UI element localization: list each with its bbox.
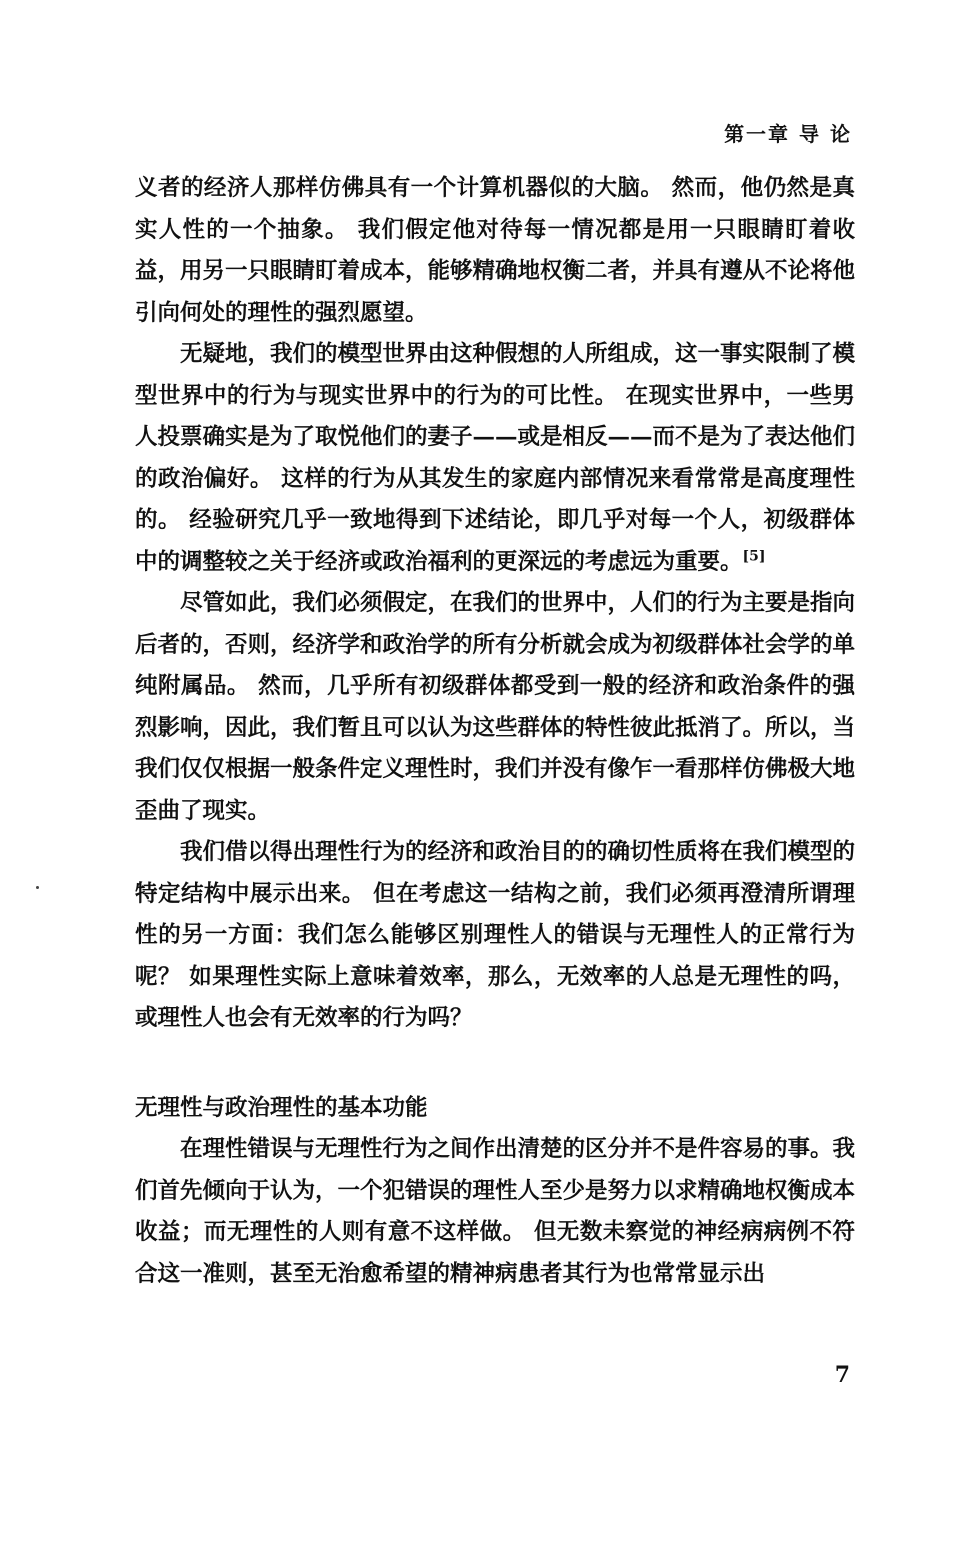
scan-speck	[36, 886, 39, 889]
paragraph-2	[135, 334, 855, 583]
section-heading: 无理性与政治理性的基本功能	[135, 1094, 428, 1121]
paragraph-4: 我们借以得出理性行为的经济和政治目的的确切性质将在我们模型的特定结构中展示出来。 但在考虑这一结构之前，我们必须再澄清所谓理性的另一方面：我们怎么能够区别理性人的错误与无理性人的正常行为呢？ 如果理性实际上意味着效率，那么，无效率的人总是无理性的吗，或理性人也会有无效率的行为吗？	[135, 839, 856, 1031]
page-number: 7	[834, 1362, 850, 1388]
running-head: 第一章 导 论	[724, 122, 852, 146]
paragraph-1: 义者的经济人那样仿佛具有一个计算机器似的大脑。 然而，他仍然是真实人性的一个抽象。 我们假定他对待每一情况都是用一只眼睛盯着收益，用另一只眼睛盯着成本，能够精确地权衡二者，并具有遵从不论将他引向何处的理性的强烈愿望。	[135, 175, 856, 326]
section-paragraph: 在理性错误与无理性行为之间作出清楚的区分并不是件容易的事。我们首先倾向于认为，一个犯错误的理性人至少是努力以求精确地权衡成本收益；而无理性的人则有意不这样做。 但无数未察觉的神经病病例不符合这一准则，甚至无治愈希望的精神病患者其行为也常常显示出	[135, 1136, 856, 1287]
footnote-reference[interactable]: [5]	[742, 548, 766, 564]
paragraph-3: 尽管如此，我们必须假定，在我们的世界中，人们的行为主要是指向后者的，否则，经济学和政治学的所有分析就会成为初级群体社会学的单纯附属品。 然而，几乎所有初级群体都受到一般的经济和政治条件的强烈影响，因此，我们暂且可以认为这些群体的特性彼此抵消了。所以，当我们仅仅根据一般条件定义理性时，我们并没有像乍一看那样仿佛极大地歪曲了现实。	[135, 590, 856, 824]
body-text	[135, 168, 855, 1295]
paragraph-2-text: 无疑地，我们的模型世界由这种假想的人所组成，这一事实限制了模型世界中的行为与现实世界中的行为的可比性。 在现实世界中，一些男人投票确实是为了取悦他们的妻子——或是相反——而不是为了表达他们的政治偏好。 这样的行为从其发生的家庭内部情况来看常常是高度理性的。 经验研究几乎一致地得到下述结论，即几乎对每一个人，初级群体中的调整较之关于经济或政治福利的更深远的考虑远为重要。	[135, 341, 856, 575]
